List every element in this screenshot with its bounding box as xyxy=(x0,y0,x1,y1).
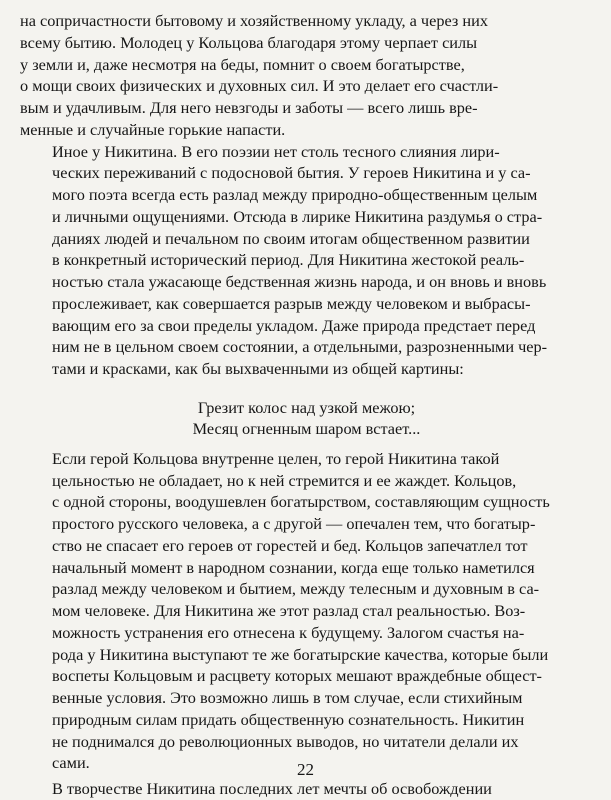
paragraph-1 xyxy=(20,10,593,141)
text-line: простого русского человека, а с другой — опечален тем, что богатыр- xyxy=(52,514,536,533)
paragraph-3 xyxy=(20,448,593,774)
text-line: ство не спасает его героев от горестей и бед. Кольцов запечатлел тот xyxy=(52,535,528,555)
text-line: ческих переживаний с подосновой бытия. У героев Никитина и у са- xyxy=(52,163,531,183)
text-line: в конкретный исторический период. Для Никитина жестокой реаль- xyxy=(52,250,525,270)
text-line: разлад между человеком и бытием, между телесным и духовным в са- xyxy=(52,579,540,599)
text-line: мом человеке. Для Никитина же этот разлад стал реальностью. Воз- xyxy=(52,601,526,620)
text-line: ним не в цельном своем состоянии, а отдельными, разрозненными чер- xyxy=(52,337,548,357)
text-line: В творчестве Никитина последних лет мечты об освобождении xyxy=(52,779,492,798)
verse-line: Грезит колос над узкой межою; xyxy=(197,397,416,417)
text-line: прослеживает, как совершается разрыв между человеком и выбрасы- xyxy=(52,293,531,313)
text-line: природным силам придать общественную сознательность. Никитин xyxy=(52,709,525,729)
text-line: начальный момент в народном сознании, когда еще только наметился xyxy=(52,557,535,577)
text-line: вым и удачливым. Для него невзгоды и заботы — всего лишь вре- xyxy=(20,98,478,117)
text-line: менные и случайные горькие напасти. xyxy=(20,119,286,139)
text-line: воспеты Кольцовым и расцвету которых мешают враждебные общест- xyxy=(52,666,542,686)
text-line: мого поэта всегда есть разлад между природно-общественным целым xyxy=(52,185,538,204)
text-line: Если герой Кольцова внутренне целен, то герой Никитина такой xyxy=(52,448,500,468)
text-line: сами. xyxy=(52,753,90,773)
text-line: можность устранения его отнесена к будущему. Залогом счастья на- xyxy=(52,622,525,642)
text-line: вающим его за свои пределы укладом. Даже природа предстает перед xyxy=(52,315,536,335)
text-line: ностью стала ужасающе бедственная жизнь народа, и он вновь и вновь xyxy=(52,272,547,291)
verse-quote xyxy=(20,397,593,439)
verse-line: Месяц огненным шаром встает... xyxy=(192,418,421,438)
text-line: о мощи своих физических и духовных сил. И это делает его счастли- xyxy=(20,76,499,96)
text-line: венные условия. Это возможно лишь в том случае, если стихийным xyxy=(52,688,523,707)
page-number: 22 xyxy=(297,760,314,779)
text-line: тами и красками, как бы выхваченными из общей картины: xyxy=(52,359,464,378)
paragraph-2 xyxy=(20,141,593,380)
text-line: не поднимался до революционных выводов, но читатели делали их xyxy=(52,731,519,751)
text-line: цельностью не обладает, но к ней стремится и ее жаждет. Кольцов, xyxy=(52,470,517,490)
text-line: у земли и, даже несмотря на беды, помнит о своем богатырстве, xyxy=(20,54,465,74)
text-line: Иное у Никитина. В его поэзии нет столь тесного слияния лири- xyxy=(52,141,500,161)
page-text xyxy=(20,10,593,800)
text-line: с одной стороны, воодушевлен богатырством, составляющим сущность xyxy=(52,492,550,512)
text-line: всему бытию. Молодец у Кольцова благодаря этому черпает силы xyxy=(20,32,478,52)
text-line: и личными ощущениями. Отсюда в лирике Никитина раздумья о стра- xyxy=(52,206,543,226)
text-line: на сопричастности бытовому и хозяйственному укладу, а через них xyxy=(20,11,488,30)
paragraph-4 xyxy=(20,778,593,800)
text-line: рода у Никитина выступают те же богатырские качества, которые были xyxy=(52,644,549,664)
text-line: даниях людей и печальном по своим итогам общественном развитии xyxy=(52,228,530,248)
